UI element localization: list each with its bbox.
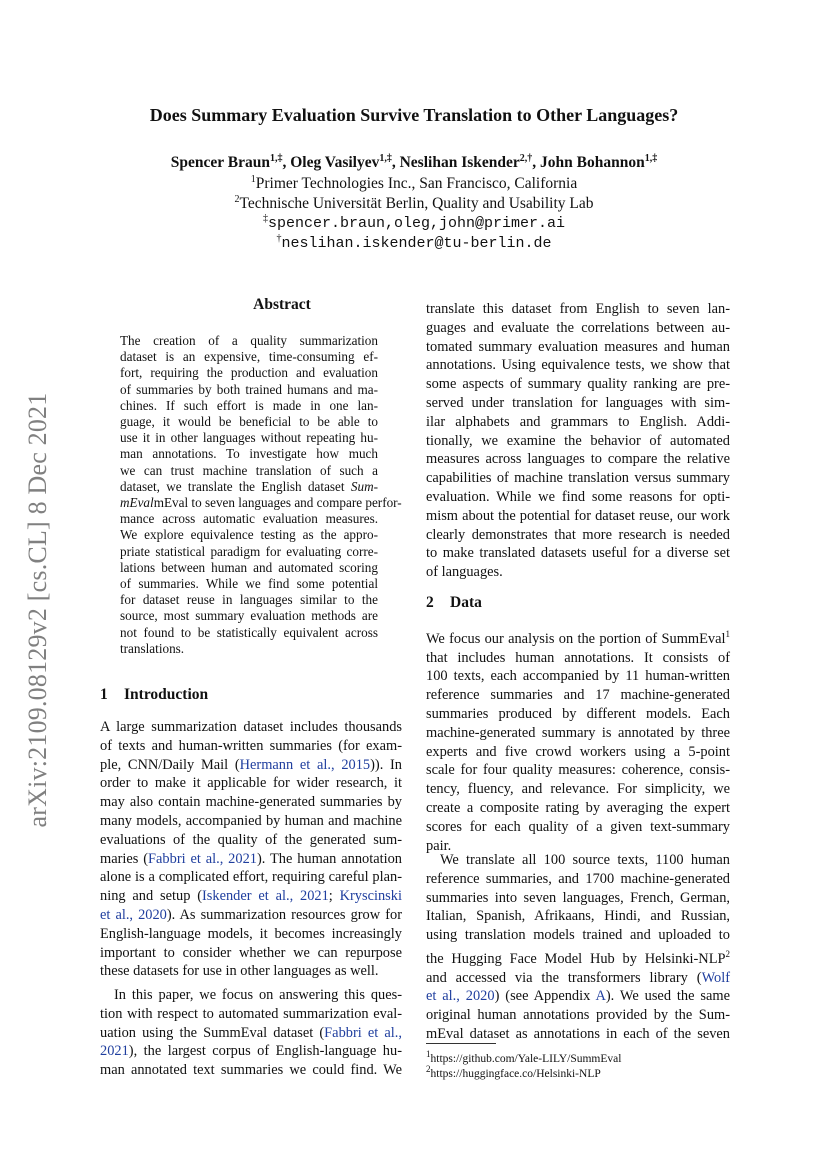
citation-link[interactable]: et al., 2020 (100, 906, 167, 923)
author-name: Neslihan Iskender (399, 154, 520, 172)
footnote-marker[interactable]: 2 (725, 948, 730, 959)
author-name: Oleg Vasilyev (290, 154, 380, 172)
citation-link[interactable]: Fabbri et al., 2021 (148, 850, 257, 867)
author-list: Spencer Braun$^{1,\ddagger}$, Oleg Vasilyev$^{1,\ddagger}$, Neslihan Iskender$^{2,\dagger}$, John Bohannon$^{1,\ddagger}$ (170, 153, 658, 172)
footnote-url[interactable]: https://github.com/Yale-LILY/SummEval (430, 1052, 622, 1065)
footnote-marker[interactable]: 1 (725, 629, 730, 639)
affiliation: $^1$Primer Technologies Inc., San Francisco, California (250, 174, 578, 193)
abstract-body: The creation of a quality summarization dataset is an expensive, time-consuming ef- fort, requiring the production and evaluation of summaries by both trained humans and ma- chines. If such effort is made in one lan- guage, it would be beneficial to be able to use it in other languages without repeating hu- man annotations. To investigate how much we can trust machine translation of such a dataset, we translate the English dataset Sum- mEvalmEval to seven languages and compare perfor- mance across automatic evaluation measures. We explore equivalence testing as the appro- priate statistical paradigm for evaluating corre- lations between human and automated scoring of summaries. While we find some potential for dataset reuse in languages similar to the source, most summary evaluation methods are not found to be statistically equivalent across translations. (120, 333, 402, 656)
data-paragraph-1: We focus our analysis on the portion of SummEval$^1$ that includes human annotations. It consists of 100 texts, each accompanied by 11 human-written reference summaries and 17 machine-generated summaries produced by different models. Each machine-generated summary is annotated by three experts and five crowd workers using a 5-point scale for four quality measures: coherence, consis- tency, fluency, and relevance. For simplicity, we create a composite rating by averaging the expert scores for each quality of a given text-summary pair. (426, 629, 730, 854)
abstract-heading: Abstract (253, 296, 311, 313)
footnote-rule (426, 1043, 496, 1044)
footnote-url[interactable]: https://huggingface.co/Helsinki-NLP (430, 1067, 601, 1080)
footnote: $^2$https://huggingface.co/Helsinki-NLP (426, 1064, 601, 1080)
appendix-link[interactable]: A (595, 988, 606, 1005)
intro-paragraph-2: In this paper, we focus on answering this ques- tion with respect to automated summarization eval- uation using the SummEval dataset (Fabbri et al., 2021), the largest corpus of English-language hu- man annotated text summaries we could find. We (100, 987, 402, 1079)
citation-link[interactable]: Fabbri et al., (324, 1024, 402, 1041)
citation-link[interactable]: Iskender et al., 2021 (202, 888, 329, 905)
arxiv-stamp: arXiv:2109.08129v2 [cs.CL] 8 Dec 2021 (23, 392, 52, 828)
citation-link[interactable]: 2021 (100, 1043, 129, 1060)
citation-link[interactable]: Hermann et al., 2015 (239, 756, 371, 773)
intro-continued: translate this dataset from English to seven lan- guages and evaluate the correlations between au- tomated summary evaluation measures and human annotations. Using equivalence tests, we show that some aspects of summary quality ranking are pre- served under translation for languages with sim- ilar alphabets and grammars to English. Addi- tionally, we examine the behavior of automated measures across languages to compare the relative capabilities of machine translation versus summary evaluation. While we find some reasons for opti- mism about the potential for dataset reuse, our work clearly demonstrates that more research is needed to make translated datasets useful for a diverse set of languages. (426, 301, 730, 581)
footnote: $^1$https://github.com/Yale-LILY/SummEval (426, 1049, 622, 1065)
email: ‡spencer.braun,oleg,john@primer.ai (262, 213, 566, 233)
section-heading-data: 2 Data (426, 594, 482, 611)
abstract-line-rest: mEval to seven languages and compare perfor- (153, 495, 402, 511)
section-heading-introduction: 1 Introduction (100, 686, 209, 703)
intro-paragraph-1: A large summarization dataset includes thousands of texts and human-written summaries (for exam- ple, CNN/Daily Mail (Hermann et al., 2015)). In order to make it applicable for wider research, it may also contain machine-generated summaries by many models, accompanied by human and machine evaluations of the quality of the generated sum- maries (Fabbri et al., 2021). The human annotation alone is a complicated effort, requiring careful plan- ning and setup (Iskender et al., 2021; Kryscinski et al., 2020). As summarization resources grow for English-language models, it becomes increasingly important to consider whether we can repurpose these datasets for use in other languages as well. (100, 719, 402, 980)
data-paragraph-2: We translate all 100 source texts, 1100 human reference summaries, and 1700 machine-generated summaries into seven languages, French, German, Italian, Spanish, Afrikaans, Hindi, and Russian, using translation models trained and uploaded to the Hugging Face Model Hub by Helsinki-NLP$^2$ and accessed via the transformers library (Wolf et al., 2020) (see Appendix A). We used the same original human annotations provided by the Sum- mEval dataset as annotations in each of the seven (426, 852, 730, 1042)
citation-link[interactable]: Wolf (701, 969, 730, 986)
email: †neslihan.iskender@tu-berlin.de (276, 233, 552, 253)
author-name: Spencer Braun (170, 154, 270, 172)
author-name: John Bohannon (540, 154, 645, 172)
citation-link[interactable]: et al., 2020 (426, 988, 495, 1005)
paper-title: Does Summary Evaluation Survive Translation to Other Languages? (149, 105, 679, 125)
citation-link[interactable]: Kryscinski (339, 888, 402, 905)
affiliation: $^2$Technische Universität Berlin, Quality and Usability Lab (234, 194, 594, 213)
